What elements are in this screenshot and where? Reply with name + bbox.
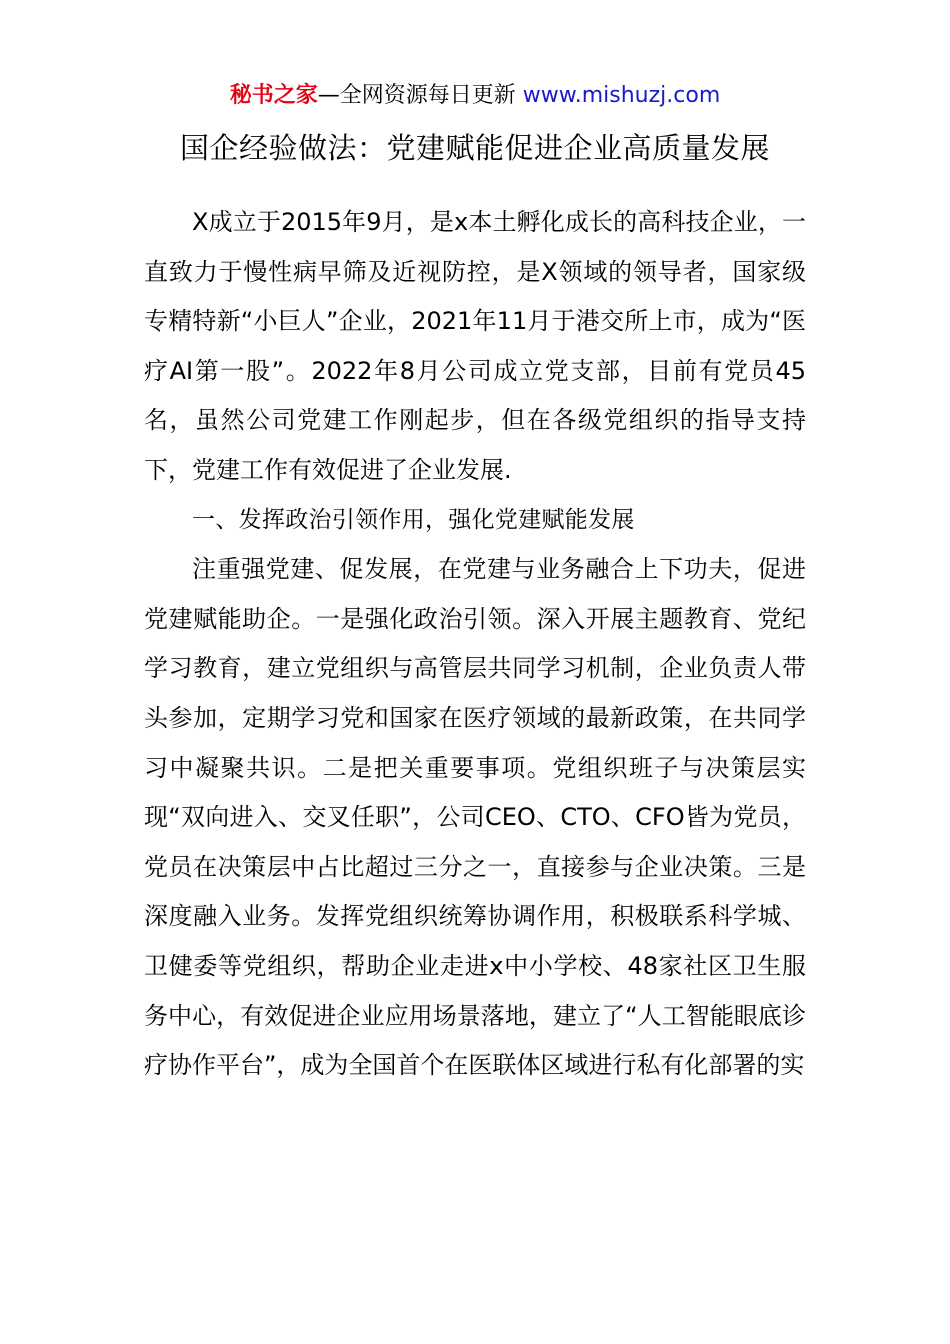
paragraph-intro: X成立于2015年9月，是x本土孵化成长的高科技企业，一直致力于慢性病早筛及近视防控，是X领域的领导者，国家级专精特新“小巨人”企业，2021年11月于港交所上市，成为“医疗AI第一股”。2022年8月公司成立党支部，目前有党员45名，虽然公司党建工作刚起步，但在各级党组织的指导支持下，党建工作有效促进了企业发展.: [144, 208, 806, 484]
site-url-link[interactable]: www.mishuzj.com: [522, 83, 721, 108]
site-header: [0, 80, 950, 112]
document-title: 国企经验做法：党建赋能促进企业高质量发展: [179, 131, 770, 165]
paragraph-section-1: 注重强党建、促发展，在党建与业务融合上下功夫，促进党建赋能助企。一是强化政治引领。深入开展主题教育、党纪学习教育，建立党组织与高管层共同学习机制，企业负责人带头参加，定期学习党和国家在医疗领域的最新政策，在共同学习中凝聚共识。二是把关重要事项。党组织班子与决策层实现“双向进入、交叉任职”，公司CEO、CTO、CFO皆为党员，党员在决策层中占比超过三分之一，直接参与企业决策。三是深度融入业务。发挥党组织统筹协调作用，积极联系科学城、卫健委等党组织，帮助企业走进x中小学校、48家社区卫生服务中心，有效促进企业应用场景落地，建立了“人工智能眼底诊疗协作平台”，成为全国首个在医联体区域进行私有化部署的实: [144, 555, 806, 1080]
section-heading: 一、发挥政治引领作用，强化党建赋能发展: [192, 506, 635, 533]
header-tagline: —全网资源每日更新: [317, 83, 523, 108]
brand-name: 秘书之家: [229, 83, 318, 108]
document-body: [144, 198, 806, 1091]
